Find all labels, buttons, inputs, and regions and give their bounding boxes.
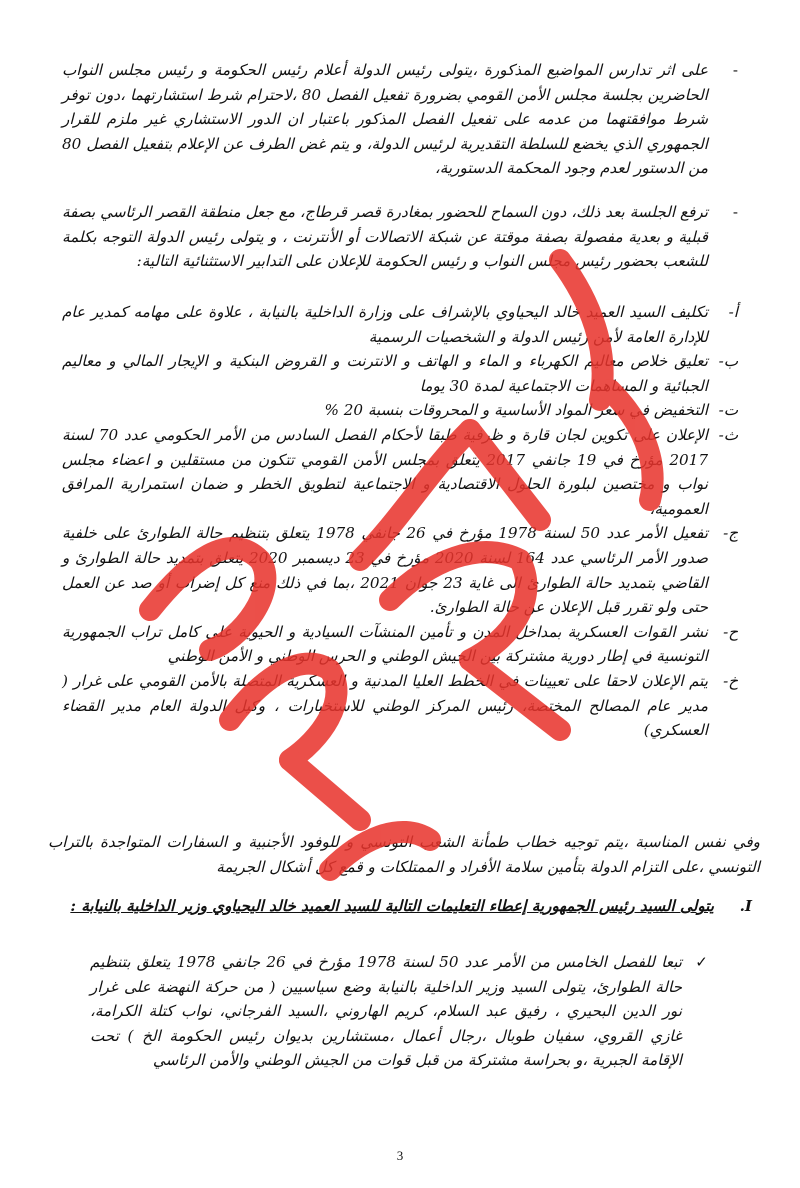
section-heading-text: يتولى السيد رئيس الجمهورية إعطاء التعليمات التالية للسيد العميد خالد اليحياوي وزير الداخلية بالنيابة : (70, 897, 714, 915)
measure-label: ح- (723, 622, 738, 641)
bullet-item (62, 58, 738, 181)
measure-item (62, 620, 738, 669)
measure-text: تعليق خلاص معاليم الكهرباء و الماء و الهاتف و الانترنت و القروض البنكية و الإيجار المالي و معاليم الجبائية و المساهمات الاجتماعية لمدة 30 يوما (62, 352, 708, 395)
measure-label: ت- (718, 401, 738, 420)
bullet-item (62, 200, 738, 274)
stamp-stroke (290, 760, 360, 820)
measure-label: ث- (718, 425, 738, 444)
measure-item (62, 521, 738, 619)
measure-text: تفعيل الأمر عدد 50 لسنة 1978 مؤرخ في 26 جانفي 1978 يتعلق بتنظيم حالة الطوارئ على خلفية صدور الأمر الرئاسي عدد 164 لسنة 2020 مؤرخ في 23 ديسمبر 2020 يتعلق بتمديد حالة الطوارئ و القاضي بتمديد حالة الطوارئ الى غاية 23 جوان 2021 ،بما في ذلك منع كل إضراب أو صد عن العمل حتى ولو تقرر قبل الإعلان عن حالة الطوارئ. (62, 524, 708, 617)
section-number: I. (739, 897, 752, 915)
measure-label: ب- (718, 352, 738, 371)
measure-label: خ- (723, 671, 738, 690)
section-heading (56, 894, 752, 919)
measure-item (62, 669, 738, 743)
measures-list (62, 300, 738, 743)
checklist-text: تبعا للفصل الخامس من الأمر عدد 50 لسنة 1978 مؤرخ في 26 جانفي 1978 يتعلق بتنظيم حالة الطوارئ، يتولى السيد وزير الداخلية بالنيابة وضع سياسيين ( من حركة النهضة على غرار نور الدين البحيري ، رفيق عبد السلام، كريم الهاروني ،السيد الفرجاني، نواب كتلة الكرامة، غازي القروي، سفيان طوبال ،رجال أعمال ،مستشارين بديوان رئيس الحكومة الخ ) تحت الإقامة الجبرية ،و بحراسة مشتركة من قبل قوات من الجيش الوطني والأمن الرئاسي (90, 953, 683, 1070)
bullet-text: ترفع الجلسة بعد ذلك، دون السماح للحضور بمغادرة قصر قرطاج، مع جعل منطقة القصر الرئاسي بصفة قبلية و بعدية مفصولة بصفة موقتة عن شبكة الاتصالات أو الأنترنت ، و يتولى رئيس الدولة التوجه بكلمة للشعب بحضور رئيس مجلس النواب و رئيس الحكومة للإعلان على التدابير الاستثنائية التالية: (62, 203, 708, 271)
measure-text: تكليف السيد العميد خالد اليحياوي بالإشراف على وزارة الداخلية بالنيابة ، علاوة على مهامه كمدير عام للإدارة العامة لأمن رئيس الدولة و الشخصيات الرسمية (62, 303, 708, 346)
measure-item (62, 300, 738, 349)
page-number: 3 (396, 1148, 404, 1163)
bullet-marker: - (732, 61, 738, 79)
bullet-text: على اثر تدارس المواضيع المذكورة ،يتولى رئيس الدولة أعلام رئيس الحكومة و رئيس مجلس النواب الحاضرين بجلسة مجلس الأمن القومي بضرورة تفعيل الفصل 80 ،لاحترام شرط استشارتهما ،دون توفر شرط موافقتهما من عدمه على تفعيل الفصل المذكور باعتبار ان الدور الاستشاري غير ملزم للقرار الجمهوري الذي يخضع للسلطة التقديرية لرئيس الدولة، و يتم غض الطرف عن الإعلام بتفعيل الفصل 80 من الدستور لعدم وجود المحكمة الدستورية، (62, 61, 709, 178)
measure-label: ج- (723, 524, 738, 543)
measure-item (62, 398, 738, 423)
measure-item (62, 423, 738, 521)
body-paragraph: وفي نفس المناسبة ،يتم توجيه خطاب طمأنة الشعب التونسي و للوفود الأجنبية و السفارات المتواجدة بالتراب التونسي ،على التزام الدولة بتأمين سلامة الأفراد و الممتلكات و قمع كل أشكال الجريمة (48, 833, 760, 876)
checkmark-icon: ✓ (695, 953, 708, 971)
measure-text: نشر القوات العسكرية بمداخل المدن و تأمين المنشآت السيادية و الحيوية على كامل تراب الجمهورية التونسية في إطار دورية مشتركة بين الجيش الوطني و الحرس الوطني و الأمن الوطني (62, 622, 708, 666)
checklist-item (90, 950, 708, 1073)
measure-item (62, 349, 738, 398)
measure-text: التخفيض في سعر المواد الأساسية و المحروقات بنسبة 20 % (324, 401, 708, 420)
bullet-marker: - (732, 203, 738, 221)
measure-text: الإعلان على تكوين لجان قارة و ظرفية طبقا لأحكام الفصل السادس من الأمر الحكومي عدد 70 لسنة 2017 مؤرخ في 19 جانفي 2017 يتعلق بمجلس الأمن القومي تتكون من مستقلين و اعضاء مجلس نواب و مختصين لبلورة الحلول الاقتصادية و الاجتماعية لتطويق الخطر و ضمان استمرارية المرافق العمومية، (62, 425, 709, 518)
measure-text: يتم الإعلان لاحقا على تعيينات في الخطط العليا المدنية و العسكرية المتصلة بالأمن القومي على غرار ( مدير عام المصالح المختصة، رئيس المركز الوطني للاستخبارات ، وكيل الدولة العام مدير القضاء العسكري) (62, 671, 708, 740)
measure-label: أ- (728, 303, 738, 321)
